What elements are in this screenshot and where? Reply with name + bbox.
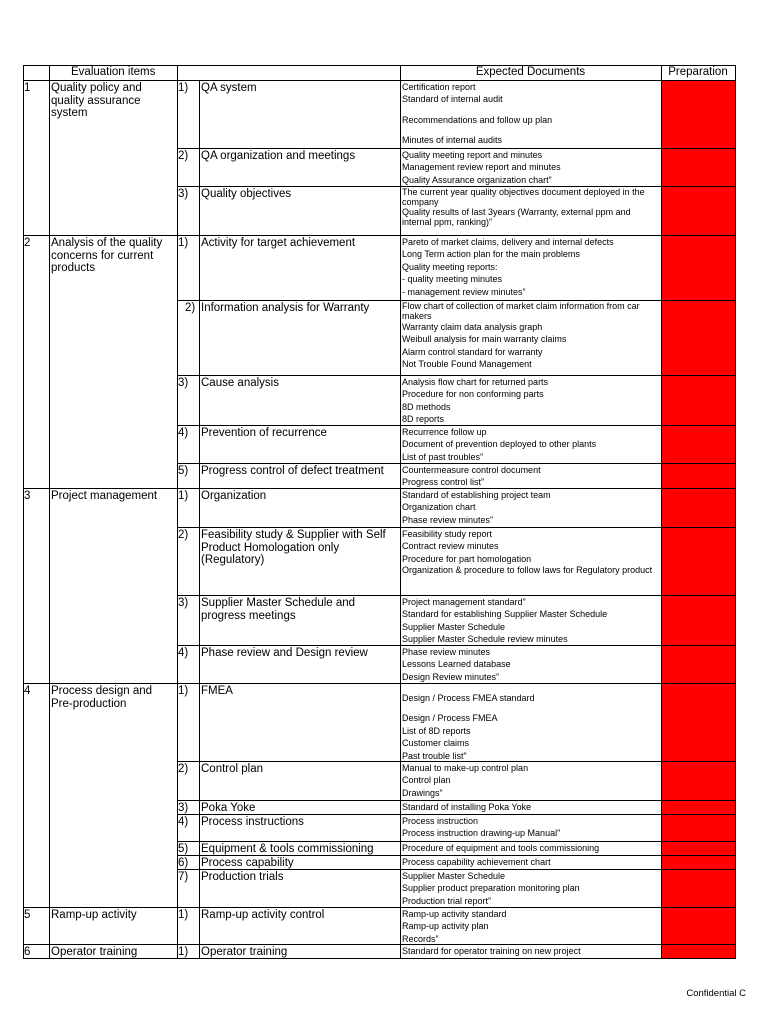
section-title-label: Project management — [51, 490, 158, 502]
item-row — [0, 235, 768, 300]
expected-document: Countermeasure control document — [402, 465, 541, 475]
expected-document: Standard for operator training on new project — [402, 946, 581, 956]
preparation-status-cell[interactable] — [661, 645, 735, 683]
expected-document: Supplier Master Schedule review minutes — [402, 634, 568, 645]
expected-document: Design / Process FMEA — [402, 713, 498, 724]
grid-line — [177, 814, 736, 815]
expected-documents-list — [400, 595, 661, 645]
expected-document: Quality meeting report and minutes — [402, 150, 543, 160]
expected-document: Control plan — [402, 775, 451, 786]
item-row — [0, 645, 768, 683]
expected-document: Process capability achievement chart — [402, 857, 551, 867]
expected-documents-list — [400, 425, 661, 463]
expected-documents-list — [400, 869, 661, 907]
item-name — [199, 595, 400, 645]
expected-document: Alarm control standard for warranty — [402, 346, 543, 357]
item-name — [199, 907, 400, 944]
expected-document: Pareto of market claims, delivery and internal defects — [402, 237, 614, 247]
item-number-label: 3) — [178, 188, 189, 200]
grid-line — [177, 761, 736, 762]
expected-document: Contract review minutes — [402, 541, 499, 552]
item-name-label: Process capability — [201, 857, 294, 869]
expected-document: Organization & procedure to follow laws for Regulatory product — [402, 565, 653, 576]
item-number — [177, 527, 199, 595]
expected-document: Warranty claim data analysis graph — [402, 322, 543, 332]
item-row — [0, 488, 768, 527]
grid-line — [177, 855, 736, 856]
expected-documents-list — [400, 814, 661, 841]
item-number — [177, 855, 199, 869]
grid-line — [23, 80, 736, 81]
grid-line — [23, 683, 736, 684]
preparation-status-cell[interactable] — [661, 841, 735, 855]
item-number — [177, 800, 199, 814]
item-name — [199, 148, 400, 186]
preparation-status-cell[interactable] — [661, 869, 735, 907]
grid-line — [177, 186, 736, 187]
item-name — [199, 944, 400, 958]
item-row — [0, 683, 768, 761]
expected-document: Records” — [402, 933, 439, 944]
item-name-label: Progress control of defect treatment — [201, 465, 384, 477]
grid-line — [23, 235, 736, 236]
expected-documents-list — [400, 186, 661, 235]
grid-line — [400, 65, 401, 959]
item-number — [177, 683, 199, 761]
item-number — [177, 761, 199, 800]
item-row — [0, 80, 768, 148]
item-name-label: Feasibility study & Supplier with Self Product Homologation only (Regulatory) — [201, 529, 386, 566]
expected-document: Procedure of equipment and tools commissioning — [402, 843, 600, 853]
item-number-label: 4) — [178, 816, 189, 828]
item-name-label: Supplier Master Schedule and progress meetings — [201, 597, 356, 622]
expected-document: Customer claims — [402, 738, 470, 749]
expected-documents-list — [400, 800, 661, 814]
grid-line — [177, 841, 736, 842]
expected-documents-list — [400, 148, 661, 186]
item-row — [0, 907, 768, 944]
spacer — [402, 704, 659, 712]
preparation-status-cell[interactable] — [661, 186, 735, 235]
item-name-label: Phase review and Design review — [201, 647, 368, 659]
grid-line — [23, 488, 736, 489]
item-name — [199, 463, 400, 488]
expected-document: Process instruction — [402, 816, 479, 826]
expected-document: Certification report — [402, 82, 476, 92]
preparation-status-cell[interactable] — [661, 80, 735, 148]
spacer — [402, 684, 659, 692]
expected-documents-list — [400, 375, 661, 425]
expected-documents-list — [400, 841, 661, 855]
section-title-label: Process design and Pre-production — [51, 685, 153, 710]
grid-line — [177, 645, 736, 646]
grid-line — [177, 869, 736, 870]
expected-documents-list — [400, 907, 661, 944]
expected-document: Recurrence follow up — [402, 427, 487, 437]
item-name — [199, 186, 400, 235]
item-name-label: Process instructions — [201, 816, 304, 828]
header-expected-documents-label: Expected Documents — [475, 66, 586, 78]
expected-documents-list — [400, 761, 661, 800]
confidential-footer: Confidential C — [686, 988, 746, 999]
grid-line — [23, 65, 24, 959]
item-name-label: Activity for target achievement — [201, 237, 356, 249]
expected-document: List of 8D reports — [402, 725, 471, 736]
item-number-label: 5) — [178, 843, 189, 855]
preparation-status-cell[interactable] — [661, 944, 735, 958]
grid-line — [177, 300, 736, 301]
expected-document: Feasibility study report — [402, 529, 493, 539]
preparation-status-cell[interactable] — [661, 595, 735, 645]
item-name — [199, 235, 400, 300]
expected-document: Design / Process FMEA standard — [402, 693, 535, 703]
item-name-label: Cause analysis — [201, 377, 279, 389]
item-number-label: 1) — [178, 946, 189, 958]
item-number-label: 1) — [178, 237, 189, 249]
expected-document: Production trial report” — [402, 895, 492, 906]
preparation-status-cell[interactable] — [661, 814, 735, 841]
grid-line — [23, 907, 736, 908]
expected-document: Phase review minutes — [402, 647, 491, 657]
grid-line — [177, 800, 736, 801]
grid-line — [661, 65, 662, 959]
item-name-label: FMEA — [201, 685, 233, 697]
expected-document: Standard for establishing Supplier Master Schedule — [402, 609, 608, 620]
item-number-label: 7) — [178, 871, 189, 883]
header-preparation — [661, 65, 735, 80]
header-preparation-label: Preparation — [668, 66, 728, 78]
expected-document: Phase review minutes” — [402, 514, 494, 525]
item-name-label: Information analysis for Warranty — [201, 302, 370, 314]
spacer — [402, 106, 659, 114]
item-row — [0, 761, 768, 800]
item-name-label: Quality objectives — [201, 188, 292, 200]
item-number-label: 4) — [178, 427, 189, 439]
item-number — [177, 425, 199, 463]
item-number — [177, 488, 199, 527]
expected-document: List of past troubles” — [402, 451, 484, 462]
item-number — [177, 595, 199, 645]
expected-document: Long Term action plan for the main problems — [402, 249, 580, 260]
expected-document: Recommendations and follow up plan — [402, 114, 553, 125]
preparation-status-cell[interactable] — [661, 907, 735, 944]
expected-documents-list — [400, 855, 661, 869]
item-number — [177, 375, 199, 425]
item-number — [177, 944, 199, 958]
preparation-status-cell[interactable] — [661, 855, 735, 869]
item-name — [199, 841, 400, 855]
preparation-status-cell[interactable] — [661, 235, 735, 300]
item-number-label: 1) — [178, 490, 189, 502]
item-name — [199, 488, 400, 527]
item-number-label: 3) — [178, 597, 189, 609]
header-evaluation-items-label: Evaluation items — [71, 66, 156, 78]
expected-document: Procedure for part homologation — [402, 553, 532, 564]
item-number-label: 3) — [178, 802, 189, 814]
item-number — [177, 235, 199, 300]
grid-line — [23, 944, 736, 945]
expected-document: Document of prevention deployed to other plants — [402, 439, 597, 450]
expected-document: Standard of installing Poka Yoke — [402, 802, 532, 812]
item-number-label: 2) — [178, 763, 189, 775]
item-number-label: 2) — [185, 302, 196, 314]
item-name — [199, 869, 400, 907]
expected-document: Quality Assurance organization chart” — [402, 174, 552, 185]
section-title-label: Analysis of the quality concerns for current products — [51, 237, 163, 274]
grid-line — [177, 463, 736, 464]
item-number — [177, 186, 199, 235]
grid-line — [23, 65, 736, 66]
item-name-label: Operator training — [201, 946, 288, 958]
item-row — [0, 148, 768, 186]
section-number-label: 3 — [24, 490, 31, 502]
expected-documents-list — [400, 463, 661, 488]
item-name — [199, 300, 400, 375]
item-name-label: Poka Yoke — [201, 802, 256, 814]
expected-document: Not Trouble Found Management — [402, 359, 532, 370]
preparation-status-cell[interactable] — [661, 425, 735, 463]
item-row — [0, 814, 768, 841]
item-name — [199, 375, 400, 425]
expected-document: Weibull analysis for main warranty claims — [402, 334, 567, 345]
expected-document: Flow chart of collection of market claim information from car makers — [402, 301, 640, 321]
item-row — [0, 855, 768, 869]
item-name-label: Control plan — [201, 763, 264, 775]
expected-document: Quality results of last 3years (Warranty, external ppm and internal ppm, ranking)” — [402, 207, 631, 227]
grid-line — [23, 958, 736, 959]
item-number — [177, 814, 199, 841]
grid-line — [177, 595, 736, 596]
item-number-label: 1) — [178, 685, 189, 697]
expected-document: Design Review minutes” — [402, 671, 500, 682]
expected-documents-list — [400, 683, 661, 761]
item-row — [0, 595, 768, 645]
expected-document: - management review minutes” — [402, 286, 526, 297]
item-number — [177, 841, 199, 855]
expected-document: Supplier product preparation monitoring plan — [402, 883, 580, 894]
expected-document: Standard of establishing project team — [402, 490, 551, 500]
item-name-label: Production trials — [201, 871, 284, 883]
expected-document: Quality meeting reports: — [402, 261, 498, 272]
item-row — [0, 375, 768, 425]
expected-document: Past trouble list” — [402, 750, 467, 761]
table-header-row — [0, 65, 768, 80]
item-number-label: 6) — [178, 857, 189, 869]
expected-document: 8D reports — [402, 414, 445, 425]
expected-documents-list — [400, 645, 661, 683]
section-title-label: Ramp-up activity — [51, 909, 137, 921]
expected-documents-list — [400, 527, 661, 595]
item-row — [0, 463, 768, 488]
preparation-status-cell[interactable] — [661, 148, 735, 186]
section-title-label: Quality policy and quality assurance system — [51, 82, 142, 119]
item-name-label: QA system — [201, 82, 257, 94]
grid-line — [177, 65, 178, 959]
preparation-status-cell[interactable] — [661, 683, 735, 761]
expected-document: - quality meeting minutes — [402, 274, 503, 285]
item-name-label: Prevention of recurrence — [201, 427, 327, 439]
item-name-label: Ramp-up activity control — [201, 909, 325, 921]
item-name-label: Equipment & tools commissioning — [201, 843, 374, 855]
expected-documents-list — [400, 488, 661, 527]
item-row — [0, 425, 768, 463]
section-number-label: 6 — [24, 946, 31, 958]
grid-line — [177, 375, 736, 376]
item-name — [199, 425, 400, 463]
expected-documents-list — [400, 944, 661, 958]
item-name — [199, 645, 400, 683]
item-row — [0, 944, 768, 958]
item-number — [177, 645, 199, 683]
grid-line — [199, 80, 200, 959]
preparation-status-cell[interactable] — [661, 761, 735, 800]
expected-document: Drawings” — [402, 787, 443, 798]
item-number-label: 5) — [178, 465, 189, 477]
item-name — [199, 80, 400, 148]
section-number-label: 5 — [24, 909, 31, 921]
grid-line — [177, 425, 736, 426]
grid-line — [177, 527, 736, 528]
expected-document: Organization chart — [402, 502, 476, 513]
item-row — [0, 841, 768, 855]
item-row — [0, 527, 768, 595]
item-number — [177, 300, 199, 375]
expected-document: The current year quality objectives document deployed in the company — [402, 187, 645, 207]
item-name — [199, 527, 400, 595]
section-number-label: 1 — [24, 82, 31, 94]
expected-documents-list — [400, 235, 661, 300]
expected-document: Manual to make-up control plan — [402, 763, 529, 773]
expected-document: Procedure for non conforming parts — [402, 389, 544, 400]
item-name-label: QA organization and meetings — [201, 150, 356, 162]
section-number-label: 4 — [24, 685, 31, 697]
item-number-label: 2) — [178, 529, 189, 541]
item-row — [0, 300, 768, 375]
header-evaluation-items — [49, 65, 400, 80]
preparation-status-cell[interactable] — [661, 300, 735, 375]
preparation-status-cell[interactable] — [661, 488, 735, 527]
expected-document: Analysis flow chart for returned parts — [402, 377, 549, 387]
expected-document: Ramp-up activity plan — [402, 921, 489, 932]
item-name — [199, 814, 400, 841]
item-number — [177, 463, 199, 488]
item-row — [0, 186, 768, 235]
grid-line — [735, 65, 736, 959]
expected-document: 8D methods — [402, 401, 451, 412]
header-expected-documents — [400, 65, 661, 80]
item-name — [199, 855, 400, 869]
spacer — [402, 126, 659, 134]
item-number-label: 3) — [178, 377, 189, 389]
item-number-label: 1) — [178, 82, 189, 94]
item-name — [199, 761, 400, 800]
expected-document: Standard of internal audit — [402, 94, 503, 105]
grid-line — [49, 65, 50, 959]
item-row — [0, 869, 768, 907]
section-title-label: Operator training — [51, 946, 138, 958]
item-name — [199, 800, 400, 814]
preparation-status-cell[interactable] — [661, 463, 735, 488]
expected-document: Progress control list” — [402, 477, 485, 488]
preparation-status-cell[interactable] — [661, 800, 735, 814]
expected-document: Supplier Master Schedule — [402, 871, 506, 881]
item-row — [0, 800, 768, 814]
item-name-label: Organization — [201, 490, 267, 502]
item-number — [177, 907, 199, 944]
item-number — [177, 80, 199, 148]
expected-document: Supplier Master Schedule — [402, 621, 506, 632]
expected-document: Minutes of internal audits — [402, 135, 503, 146]
expected-document: Management review report and minutes — [402, 162, 561, 173]
expected-documents-list — [400, 80, 661, 148]
item-number-label: 1) — [178, 909, 189, 921]
preparation-status-cell[interactable] — [661, 375, 735, 425]
item-number — [177, 869, 199, 907]
item-number — [177, 148, 199, 186]
expected-document: Ramp-up activity standard — [402, 909, 507, 919]
item-number-label: 2) — [178, 150, 189, 162]
grid-line — [177, 148, 736, 149]
expected-document: Process instruction drawing-up Manual” — [402, 828, 561, 839]
preparation-status-cell[interactable] — [661, 527, 735, 595]
section-number-label: 2 — [24, 237, 31, 249]
item-number-label: 4) — [178, 647, 189, 659]
expected-document: Lessons Learned database — [402, 659, 511, 670]
expected-documents-list — [400, 300, 661, 375]
expected-document: Project management standard” — [402, 597, 526, 607]
item-name — [199, 683, 400, 761]
